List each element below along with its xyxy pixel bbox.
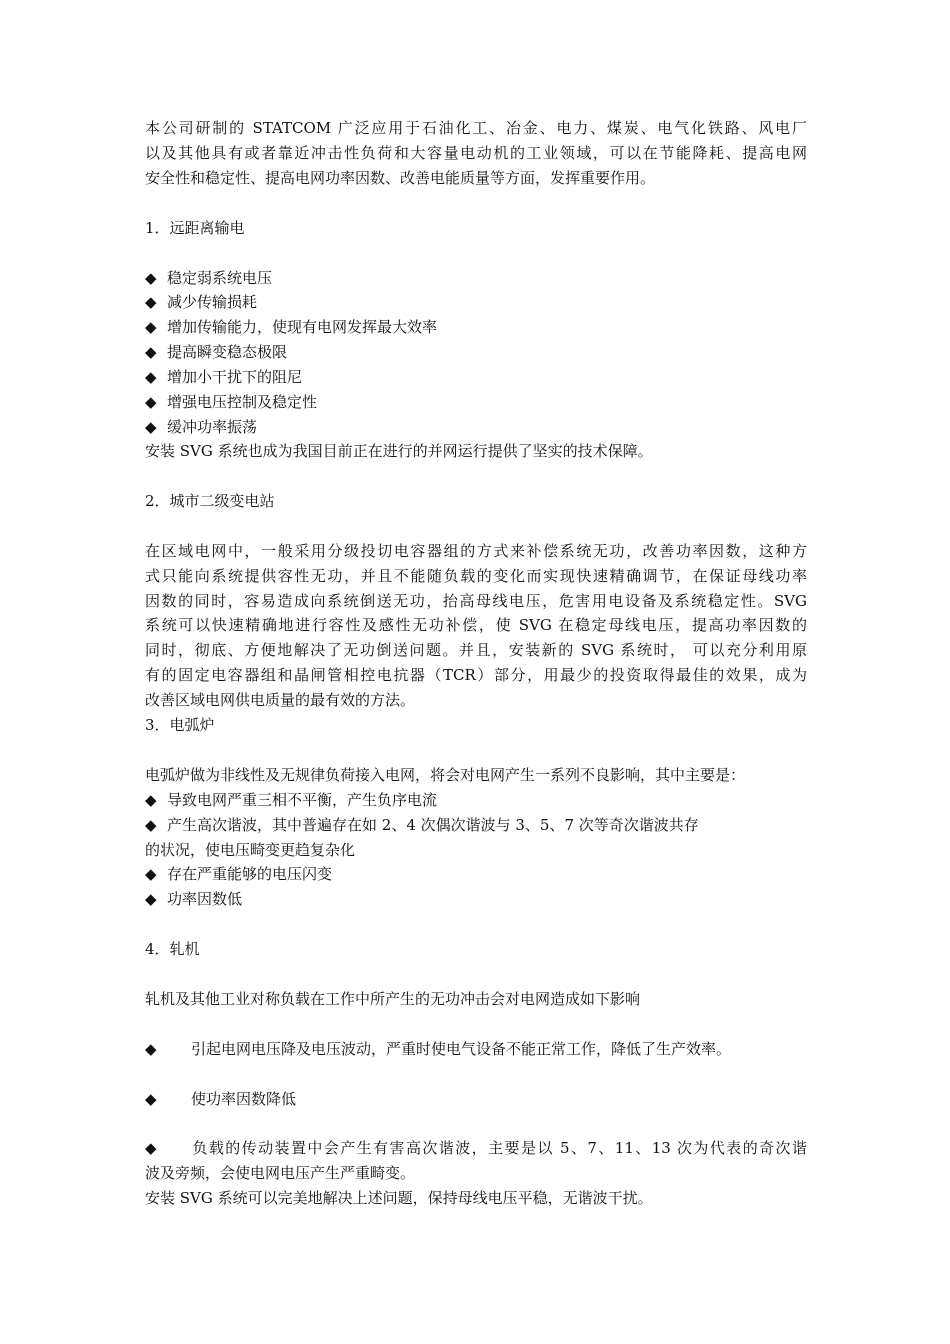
bullet-text: 导致电网严重三相不平衡，产生负序电流 [167, 791, 438, 809]
section-closing: 安装 SVG 系统可以完美地解决上述问题，保持母线电压平稳，无谐波干扰。 [145, 1189, 653, 1207]
bullet-text: 增加传输能力，使现有电网发挥最大效率 [167, 318, 438, 336]
diamond-bullet-icon: ◆ [145, 865, 157, 883]
intro-line: 本公司研制的 STATCOM 广泛应用于石油化工、冶金、电力、煤炭、电气化铁路、风电厂 [145, 119, 807, 137]
section-heading: 3．电弧炉 [145, 716, 215, 734]
paragraph-line: 改善区域电网供电质量的最有效的方法。 [145, 691, 416, 709]
paragraph-line: 式只能向系统提供容性无功，并且不能随负载的变化而实现快速精确调节，在保证母线功率 [145, 567, 807, 585]
bullet-text: 负载的传动装置中会产生有害高次谐波，主要是以 5、7、11、13 次为代表的奇次谐 [191, 1139, 807, 1157]
bullet-item [145, 342, 287, 362]
bullet-item [145, 292, 257, 312]
bullet-text: 减少传输损耗 [167, 293, 258, 311]
paragraph-line: 因数的同时，容易造成向系统倒送无功，抬高母线电压，危害用电设备及系统稳定性。SVG [145, 592, 807, 610]
bullet-item [145, 889, 242, 909]
diamond-bullet-icon: ◆ [145, 269, 157, 287]
bullet-continuation: 波及旁频，会使电网电压产生严重畸变。 [145, 1164, 416, 1182]
bullet-item [145, 268, 272, 288]
bullet-text: 缓冲功率振荡 [167, 418, 258, 436]
section-closing: 安装 SVG 系统也成为我国目前正在进行的并网运行提供了坚实的技术保障。 [145, 442, 653, 460]
paragraph-line: 轧机及其他工业对称负载在工作中所产生的无功冲击会对电网造成如下影响 [145, 990, 641, 1008]
section-heading: 2．城市二级变电站 [145, 492, 275, 510]
diamond-bullet-icon: ◆ [145, 791, 157, 809]
bullet-item [145, 367, 302, 387]
diamond-bullet-icon: ◆ [145, 890, 157, 908]
paragraph-line: 在区域电网中，一般采用分级投切电容器组的方式来补偿系统无功，改善功率因数，这种方 [145, 542, 807, 560]
bullet-item [145, 1089, 296, 1109]
bullet-text: 功率因数低 [167, 890, 243, 908]
bullet-text: 产生高次谐波，其中普遍存在如 2、4 次偶次谐波与 3、5、7 次等奇次谐波共存 [167, 816, 699, 834]
bullet-text: 引起电网电压降及电压波动，严重时使电气设备不能正常工作，降低了生产效率。 [191, 1040, 732, 1058]
bullet-item [145, 1138, 807, 1158]
bullet-item [145, 1039, 731, 1059]
section-heading: 1．远距离输电 [145, 219, 245, 237]
bullet-item [145, 790, 437, 810]
bullet-text: 存在严重能够的电压闪变 [167, 865, 333, 883]
paragraph-line: 同时，彻底、方便地解决了无功倒送问题。并且，安装新的 SVG 系统时， 可以充分利用原 [145, 641, 807, 659]
diamond-bullet-icon: ◆ [145, 343, 157, 361]
bullet-item [145, 317, 437, 337]
bullet-item [145, 815, 699, 835]
diamond-bullet-icon: ◆ [145, 1139, 157, 1157]
section-heading: 4．轧机 [145, 940, 200, 958]
bullet-item [145, 417, 257, 437]
diamond-bullet-icon: ◆ [145, 1090, 157, 1108]
diamond-bullet-icon: ◆ [145, 368, 157, 386]
bullet-text: 增强电压控制及稳定性 [167, 393, 318, 411]
bullet-item [145, 864, 332, 884]
bullet-continuation: 的状况，使电压畸变更趋复杂化 [145, 841, 356, 859]
diamond-bullet-icon: ◆ [145, 293, 157, 311]
bullet-item [145, 392, 317, 412]
intro-line: 安全性和稳定性、提高电网功率因数、改善电能质量等方面，发挥重要作用。 [145, 169, 656, 187]
paragraph-line: 系统可以快速精确地进行容性及感性无功补偿，使 SVG 在稳定母线电压，提高功率因数的 [145, 616, 807, 634]
diamond-bullet-icon: ◆ [145, 318, 157, 336]
bullet-text: 增加小干扰下的阻尼 [167, 368, 303, 386]
intro-line: 以及其他具有或者靠近冲击性负荷和大容量电动机的工业领域，可以在节能降耗、提高电网 [145, 144, 807, 162]
diamond-bullet-icon: ◆ [145, 816, 157, 834]
bullet-text: 使功率因数降低 [191, 1090, 297, 1108]
bullet-text: 稳定弱系统电压 [167, 269, 273, 287]
diamond-bullet-icon: ◆ [145, 418, 157, 436]
paragraph-line: 电弧炉做为非线性及无规律负荷接入电网，将会对电网产生一系列不良影响，其中主要是： [145, 766, 746, 784]
paragraph-line: 有的固定电容器组和晶闸管相控电抗器（TCR）部分，用最少的投资取得最佳的效果，成为 [145, 666, 807, 684]
diamond-bullet-icon: ◆ [145, 1040, 157, 1058]
diamond-bullet-icon: ◆ [145, 393, 157, 411]
bullet-text: 提高瞬变稳态极限 [167, 343, 288, 361]
